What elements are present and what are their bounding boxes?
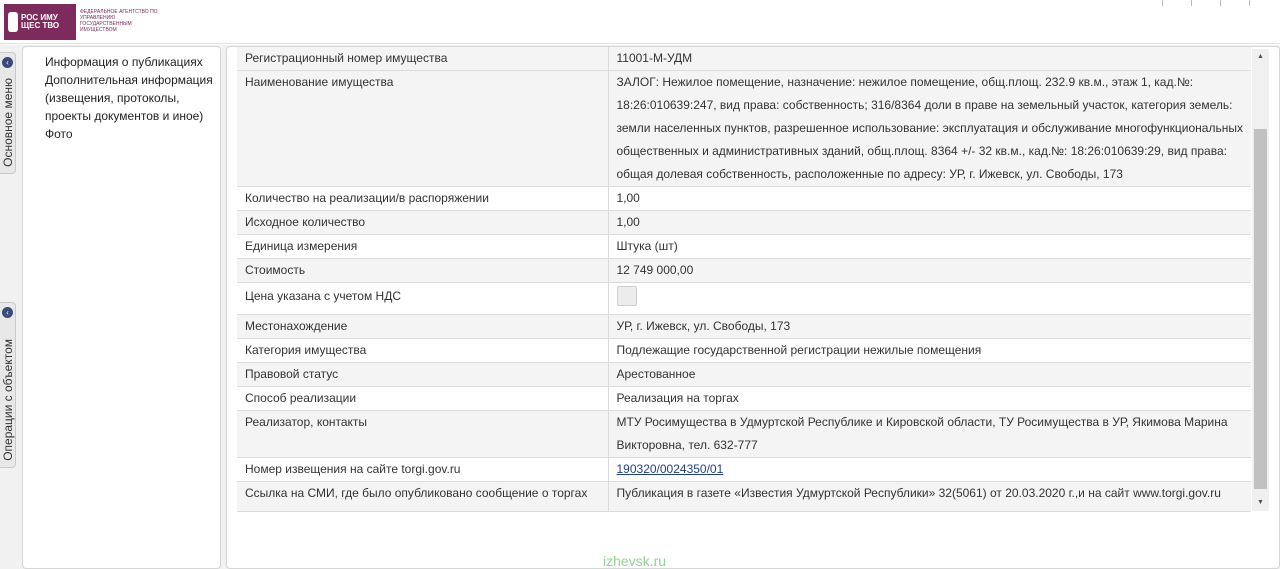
nav-item-additional-info[interactable]: Дополнительная информация (извещения, протоколы, проекты документов и иное): [45, 73, 213, 123]
row-label: Номер извещения на сайте torgi.gov.ru: [237, 458, 608, 482]
row-value: 12 749 000,00: [608, 259, 1251, 283]
rosimushchestvo-logo[interactable]: [4, 4, 76, 40]
row-label: Правовой статус: [237, 363, 608, 387]
scroll-up-arrow-icon[interactable]: ▲: [1257, 53, 1264, 60]
table-row: [237, 187, 1251, 211]
vertical-scrollbar[interactable]: [1252, 49, 1269, 511]
row-label: Наименование имущества: [237, 71, 608, 187]
collapse-icon[interactable]: ‹: [2, 57, 13, 68]
row-value: Подлежащие государственной регистрации нежилые помещения: [608, 339, 1251, 363]
row-label: Регистрационный номер имущества: [237, 47, 608, 71]
row-value: УР, г. Ижевск, ул. Свободы, 173: [608, 315, 1251, 339]
vat-included-checkbox[interactable]: [617, 286, 637, 306]
table-row: [237, 339, 1251, 363]
left-navigation: [22, 46, 221, 569]
nav-item-photo[interactable]: Фото: [45, 127, 73, 141]
row-value: МТУ Росимущества в Удмуртской Республике и Кировской области, ТУ Росимущества в УР, Якимова Марина Викторовна, тел. 632-777: [608, 411, 1251, 458]
row-label: Цена указана с учетом НДС: [237, 283, 608, 315]
scrollbar-thumb[interactable]: [1254, 129, 1267, 489]
object-operations-tab-label: Операции с объектом: [1, 339, 15, 461]
row-value: [608, 283, 1251, 315]
notice-number-link[interactable]: 190320/0024350/01: [616, 462, 724, 476]
row-label: Ссылка на СМИ, где было опубликовано сообщение о торгах: [237, 482, 608, 512]
row-value: Штука (шт): [608, 235, 1251, 259]
row-label: Способ реализации: [237, 387, 608, 411]
property-details-panel: [226, 46, 1280, 569]
table-row: [237, 315, 1251, 339]
emblem-icon: [8, 12, 18, 32]
table-row: [237, 387, 1251, 411]
top-header: [0, 0, 1280, 44]
row-label: Единица измерения: [237, 235, 608, 259]
scroll-down-arrow-icon[interactable]: ▼: [1257, 499, 1264, 506]
top-toolbar-dividers: [1162, 0, 1250, 6]
nav-item-publications[interactable]: Информация о публикациях: [45, 55, 203, 69]
property-table: [237, 47, 1251, 512]
divider: [1220, 0, 1221, 6]
table-row: [237, 458, 1251, 482]
property-table-container: [237, 47, 1251, 512]
divider: [1191, 0, 1192, 6]
table-row: [237, 47, 1251, 71]
table-row: [237, 259, 1251, 283]
table-row: [237, 71, 1251, 187]
main-menu-tab-label: Основное меню: [1, 78, 15, 167]
row-label: Категория имущества: [237, 339, 608, 363]
table-row: [237, 211, 1251, 235]
row-label: Реализатор, контакты: [237, 411, 608, 458]
row-value: 11001-М-УДМ: [608, 47, 1251, 71]
row-value: 1,00: [608, 211, 1251, 235]
logo-text: РОС ИМУ ЩЕС ТВО: [20, 13, 60, 30]
table-row: [237, 411, 1251, 458]
table-row: [237, 283, 1251, 315]
row-label: Стоимость: [237, 259, 608, 283]
collapse-icon[interactable]: ‹: [2, 307, 13, 318]
row-label: Исходное количество: [237, 211, 608, 235]
row-label: Местонахождение: [237, 315, 608, 339]
table-row: [237, 482, 1251, 512]
table-row: [237, 363, 1251, 387]
divider: [1162, 0, 1163, 6]
logo-subtitle: ФЕДЕРАЛЬНОЕ АГЕНТСТВО ПО УПРАВЛЕНИЮ ГОСУДАРСТВЕННЫМ ИМУЩЕСТВОМ: [80, 9, 158, 33]
row-value: Реализация на торгах: [608, 387, 1251, 411]
divider: [1249, 0, 1250, 6]
row-value: Публикация в газете «Известия Удмуртской Республики» 32(5061) от 20.03.2020 г.,и на сайт www.torgi.gov.ru: [608, 482, 1251, 512]
row-value: [608, 458, 1251, 482]
watermark: izhevsk.ru: [603, 553, 667, 569]
main-menu-tab[interactable]: [0, 52, 16, 174]
row-value: ЗАЛОГ: Нежилое помещение, назначение: нежилое помещение, общ.площ. 232.9 кв.м., этаж 1, кад.№: 18:26:010639:247, вид права: собственность; 316/8364 доли в праве на земельный участок, категория земель: земли населенных пунктов, разрешенное использование: эксплуатация и обслуживание многофункциональных общественных и административных зданий, общ.площ. 8364 +/- 32 кв.м., кад.№: 18:26:010639:29, вид права: общая долевая собственность, расположенные по адресу: УР, г. Ижевск, ул. Свободы, 173: [608, 71, 1251, 187]
table-row: [237, 235, 1251, 259]
row-label: Количество на реализации/в распоряжении: [237, 187, 608, 211]
row-value: Арестованное: [608, 363, 1251, 387]
row-value: 1,00: [608, 187, 1251, 211]
object-operations-tab[interactable]: [0, 302, 16, 468]
